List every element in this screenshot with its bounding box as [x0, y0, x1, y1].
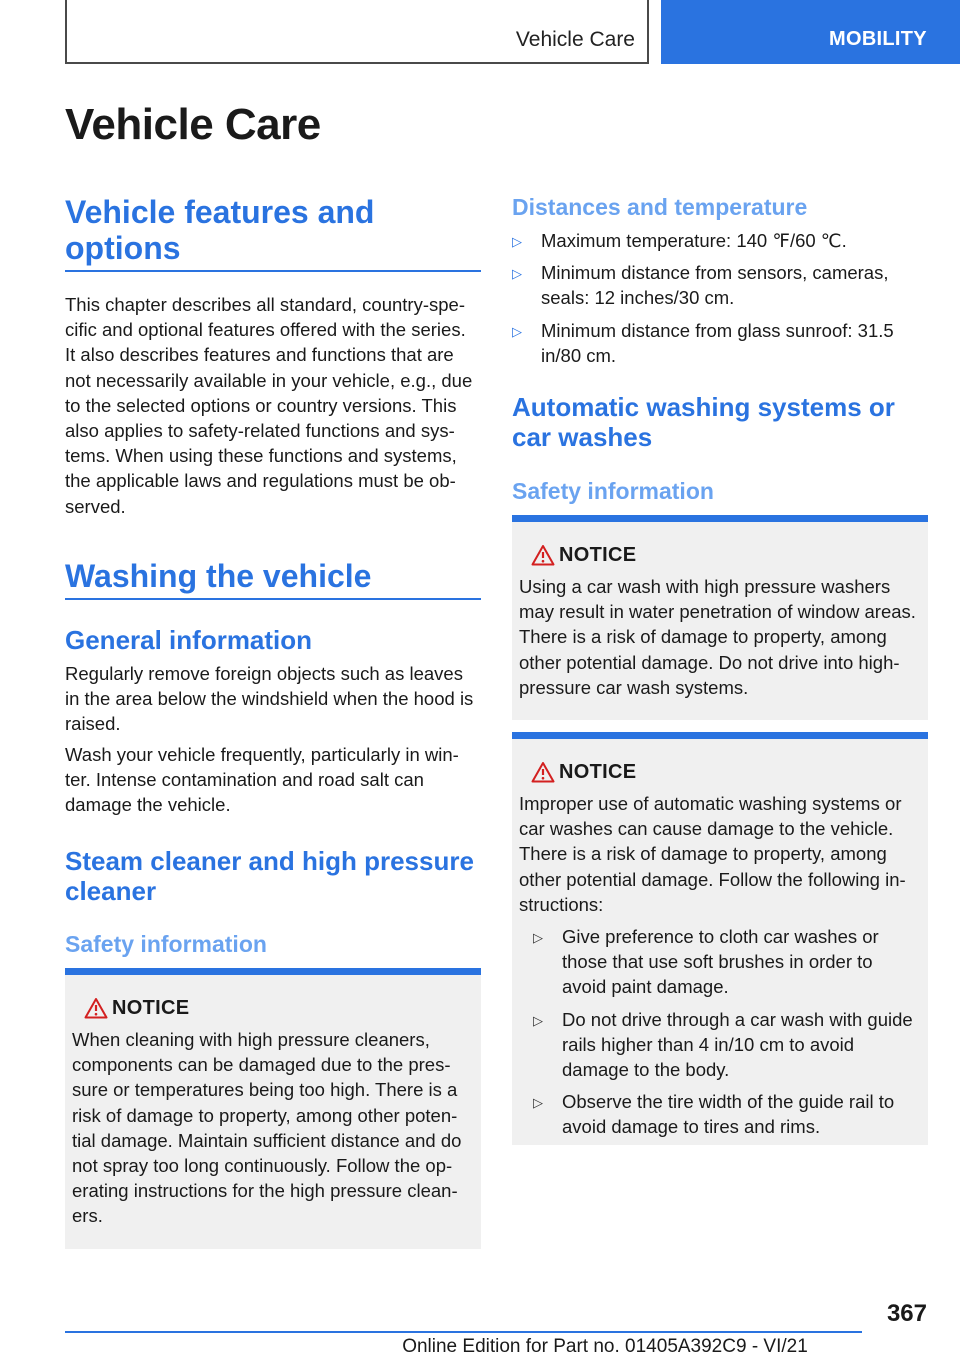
notice-label: NOTICE [559, 544, 637, 566]
notice-box-right-2 [512, 732, 928, 1145]
list-item: ▷ Give preference to cloth car washes or those that use soft brushes in order to avoid paint damage. [533, 926, 879, 998]
notice-header [519, 759, 921, 787]
washing-heading-rule [65, 598, 481, 600]
notice-header [519, 542, 921, 570]
notice-text: Improper use of automatic washing systems or car washes can cause damage to the vehicle. There is a risk of damage to property, among other potential damage. Follow the following in-structions: [519, 793, 906, 915]
safety-heading-left: Safety information [65, 931, 267, 957]
features-text: This chapter describes all standard, country-spe-cific and optional features offered with the series. It also describes features and functions that are not necessarily available in your vehicle, e.g., due to the selected options or country versions. This also applies to safety-related functions and sys-tems. When using these functions and systems, the applicable laws and regulations must be ob-served. [65, 294, 473, 517]
triangle-right-icon: ▷ [512, 323, 522, 339]
list-item: ▷ Minimum distance from glass sunroof: 31.5 in/80 cm. [512, 319, 894, 366]
notice-label: NOTICE [112, 997, 190, 1019]
distances-heading: Distances and temperature [512, 194, 808, 220]
triangle-right-icon: ▷ [512, 234, 522, 249]
header-section-tab [65, 0, 649, 64]
steam-heading: Steam cleaner and high pressure cleaner [65, 846, 474, 906]
features-heading-rule [65, 270, 481, 272]
list-item: ▷ Maximum temperature: 140 ℉/60 ℃. [512, 228, 928, 253]
warning-triangle-icon [531, 761, 555, 783]
general-text-2: Wash your vehicle frequently, particularly in win-ter. Intense contamination and road salt can damage the vehicle. [65, 744, 459, 816]
notice-label: NOTICE [559, 761, 637, 783]
notice-box-left [65, 968, 481, 1249]
footer-rule [65, 1331, 862, 1333]
warning-triangle-icon [531, 544, 555, 566]
distances-list [512, 228, 928, 375]
notice-header [72, 995, 474, 1023]
notice-instructions-list [519, 924, 921, 1140]
page-title: Vehicle Care [65, 100, 321, 149]
triangle-right-icon: ▷ [533, 1012, 543, 1028]
warning-triangle-icon [84, 997, 108, 1019]
page-number: 367 [886, 1300, 927, 1327]
triangle-right-icon: ▷ [533, 930, 543, 946]
list-item: ▷ Minimum distance from sensors, cameras, seals: 12 inches/30 cm. [512, 262, 889, 309]
auto-wash-heading: Automatic washing systems or car washes [512, 392, 895, 452]
washing-heading: Washing the vehicle [65, 558, 372, 594]
header-section-label: Vehicle Care [515, 28, 635, 51]
notice-box-right-1 [512, 515, 928, 720]
safety-heading-right: Safety information [512, 478, 714, 504]
notice-text: Using a car wash with high pressure washers may result in water penetration of window areas. There is a risk of damage to property, among other potential damage. Do not drive into high-pressure car wash systems. [519, 576, 916, 698]
notice-text: When cleaning with high pressure cleaners, components can be damaged due to the pres-sure or temperatures being too high. There is a risk of damage to property, among other poten-tial damage. Maintain sufficient distance and do not spray too long continuously. Follow the op-erating instructions for the high pressure clean-ers. [72, 1029, 462, 1227]
general-text-1: Regularly remove foreign objects such as leaves in the area below the windshield when the hood is raised. [65, 663, 474, 735]
list-item: ▷ Do not drive through a car wash with guide rails higher than 4 in/10 cm to avoid damage to the body. [533, 1008, 913, 1081]
list-item: ▷ Observe the tire width of the guide rail to avoid damage to tires and rims. [533, 1091, 895, 1138]
footer-edition: Online Edition for Part no. 01405A392C9 - VI/21 [402, 1336, 808, 1357]
triangle-right-icon: ▷ [533, 1095, 543, 1111]
triangle-right-icon: ▷ [512, 266, 522, 282]
general-heading: General information [65, 625, 313, 655]
header-chapter-tab[interactable] [661, 0, 960, 64]
header-chapter-label: MOBILITY [829, 28, 927, 50]
features-heading: Vehicle features and options [65, 194, 375, 266]
